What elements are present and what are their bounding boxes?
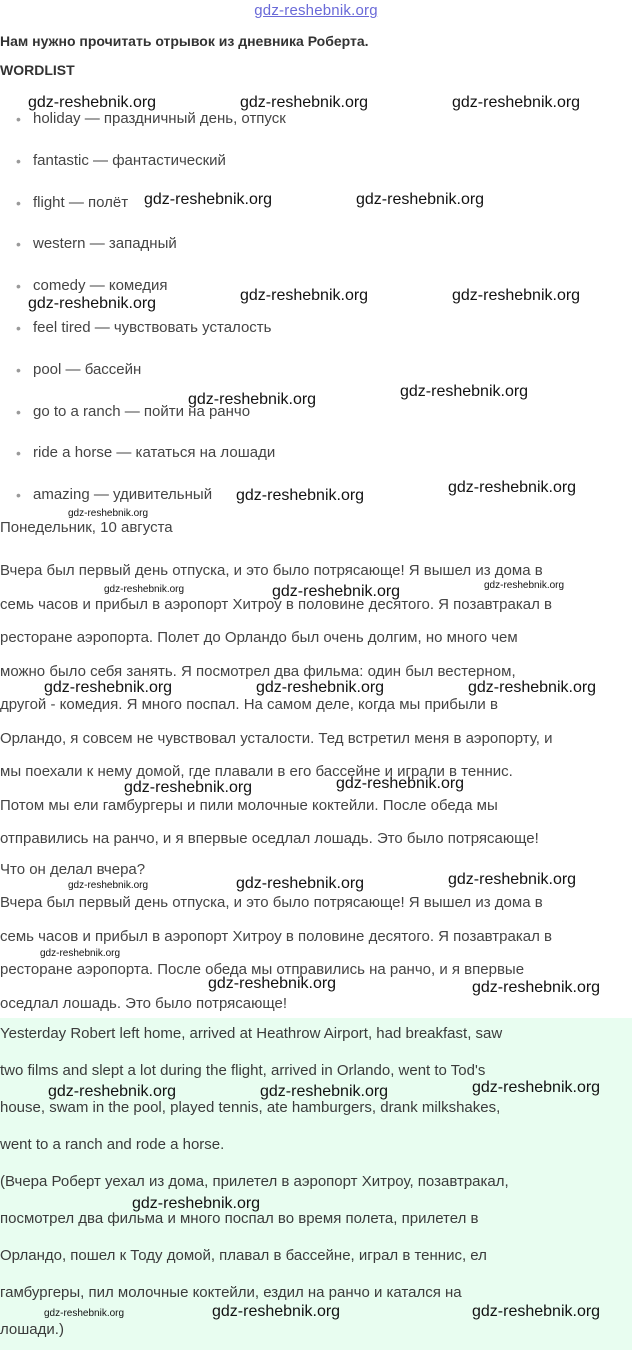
watermark: gdz-reshebnik.org bbox=[208, 975, 337, 992]
bullet-icon: • bbox=[16, 403, 21, 420]
watermark: gdz-reshebnik.org bbox=[452, 287, 581, 304]
watermark: gdz-reshebnik.org bbox=[272, 583, 401, 600]
watermark: gdz-reshebnik.org bbox=[484, 580, 565, 591]
wordlist-item-text: holiday — праздничный день, отпуск bbox=[33, 110, 286, 127]
excerpt-line: ресторане аэропорта. После обеда мы отправились на ранчо, и я впервые bbox=[0, 961, 525, 978]
answer-line: house, swam in the pool, played tennis, ate hamburgers, drank milkshakes, bbox=[0, 1099, 501, 1116]
watermark: gdz-reshebnik.org bbox=[240, 94, 369, 111]
answer-line: лошади.) bbox=[0, 1321, 64, 1338]
watermark: gdz-reshebnik.org bbox=[28, 94, 157, 111]
answer-line: two films and slept a lot during the flight, arrived in Orlando, went to Tod's bbox=[0, 1062, 486, 1079]
wordlist-item bbox=[0, 151, 632, 193]
diary-line: мы поехали к нему домой, где плавали в его бассейне и играли в теннис. bbox=[0, 763, 513, 780]
wordlist-item-text: go to a ranch — пойти на ранчо bbox=[33, 402, 251, 420]
watermark: gdz-reshebnik.org bbox=[40, 948, 121, 959]
wordlist-item bbox=[0, 234, 632, 276]
diary-line: можно было себя занять. Я посмотрел два фильма: один был вестерном, bbox=[0, 662, 516, 680]
wordlist-item-text: ride a horse — кататься на лошади bbox=[33, 444, 276, 462]
watermark: gdz-reshebnik.org bbox=[472, 1303, 601, 1320]
bullet-icon: • bbox=[16, 278, 21, 295]
answer-line: went to a ranch and rode a horse. bbox=[0, 1136, 225, 1153]
bullet-icon: • bbox=[16, 361, 21, 378]
watermark: gdz-reshebnik.org bbox=[472, 1079, 601, 1096]
excerpt-text bbox=[0, 893, 632, 1027]
answer-line: Орландо, пошел к Тоду домой, плавал в бассейне, играл в теннис, ел bbox=[0, 1247, 487, 1264]
wordlist-item-text: comedy — комедия bbox=[33, 277, 168, 295]
answer-line: гамбургеры, пил молочные коктейли, ездил на ранчо и катался на bbox=[0, 1284, 462, 1301]
wordlist-item bbox=[0, 109, 632, 151]
watermark: gdz-reshebnik.org bbox=[336, 775, 465, 792]
watermark: gdz-reshebnik.org bbox=[48, 1083, 177, 1100]
site-title-link[interactable]: gdz-reshebnik.org bbox=[254, 2, 378, 19]
bullet-icon: • bbox=[16, 236, 21, 253]
watermark: gdz-reshebnik.org bbox=[104, 584, 185, 595]
wordlist-item-text: pool — бассейн bbox=[33, 360, 142, 378]
watermark: gdz-reshebnik.org bbox=[44, 1308, 125, 1319]
watermark: gdz-reshebnik.org bbox=[212, 1303, 341, 1320]
watermark: gdz-reshebnik.org bbox=[468, 679, 597, 696]
wordlist-item-text: flight — полёт bbox=[33, 193, 129, 211]
watermark: gdz-reshebnik.org bbox=[68, 508, 149, 519]
watermark: gdz-reshebnik.org bbox=[144, 191, 273, 208]
excerpt-line: Вчера был первый день отпуска, и это было потрясающе! Я вышел из дома в bbox=[0, 894, 543, 911]
wordlist-item bbox=[0, 318, 632, 360]
watermark: gdz-reshebnik.org bbox=[236, 875, 365, 892]
answer-line: (Вчера Роберт уехал из дома, прилетел в аэропорт Хитроу, позавтракал, bbox=[0, 1173, 509, 1190]
question-text: Что он делал вчера? bbox=[0, 861, 146, 878]
wordlist-item-text: amazing — удивительный bbox=[33, 486, 213, 504]
watermark: gdz-reshebnik.org bbox=[28, 295, 157, 312]
answer-line: посмотрел два фильма и много поспал во время полета, прилетел в bbox=[0, 1210, 479, 1227]
intro-text: Нам нужно прочитать отрывок из дневника Роберта. bbox=[0, 33, 369, 49]
watermark: gdz-reshebnik.org bbox=[400, 383, 529, 400]
wordlist-item-text: feel tired — чувствовать усталость bbox=[33, 318, 272, 336]
wordlist-item bbox=[0, 193, 632, 235]
watermark: gdz-reshebnik.org bbox=[472, 979, 601, 996]
watermark: gdz-reshebnik.org bbox=[44, 679, 173, 696]
bullet-icon: • bbox=[16, 445, 21, 462]
diary-line: семь часов и прибыл в аэропорт Хитроу в половине десятого. Я позавтракал в bbox=[0, 595, 552, 613]
diary-date: Понедельник, 10 августа bbox=[0, 519, 173, 536]
wordlist bbox=[0, 109, 632, 527]
watermark: gdz-reshebnik.org bbox=[448, 479, 577, 496]
wordlist-title: WORDLIST bbox=[0, 62, 75, 78]
bullet-icon: • bbox=[16, 194, 21, 211]
bullet-icon: • bbox=[16, 111, 21, 127]
diary-line: отправились на ранчо, и я впервые оседлал лошадь. Это было потрясающе! bbox=[0, 830, 539, 847]
watermark: gdz-reshebnik.org bbox=[236, 487, 365, 504]
watermark: gdz-reshebnik.org bbox=[240, 287, 369, 304]
watermark: gdz-reshebnik.org bbox=[188, 391, 317, 408]
diary-line: Потом мы ели гамбургеры и пили молочные коктейли. После обеда мы bbox=[0, 796, 498, 814]
bullet-icon: • bbox=[16, 319, 21, 336]
diary-line: Вчера был первый день отпуска, и это было потрясающе! Я вышел из дома в bbox=[0, 562, 543, 579]
answer-line: Yesterday Robert left home, arrived at Heathrow Airport, had breakfast, saw bbox=[0, 1025, 503, 1042]
excerpt-line: семь часов и прибыл в аэропорт Хитроу в половине десятого. Я позавтракал в bbox=[0, 927, 552, 945]
watermark: gdz-reshebnik.org bbox=[124, 779, 253, 796]
excerpt-line: оседлал лошадь. Это было потрясающе! bbox=[0, 994, 288, 1012]
bullet-icon: • bbox=[16, 487, 21, 504]
watermark: gdz-reshebnik.org bbox=[132, 1195, 261, 1212]
wordlist-item-text: fantastic — фантастический bbox=[33, 151, 226, 169]
diary-text bbox=[0, 561, 632, 863]
diary-line: другой - комедия. Я много поспал. На самом деле, когда мы прибыли в bbox=[0, 696, 498, 713]
watermark: gdz-reshebnik.org bbox=[452, 94, 581, 111]
watermark: gdz-reshebnik.org bbox=[68, 880, 149, 891]
bullet-icon: • bbox=[16, 152, 21, 169]
watermark: gdz-reshebnik.org bbox=[448, 871, 577, 888]
diary-line: ресторане аэропорта. Полет до Орландо был очень долгим, но много чем bbox=[0, 629, 518, 646]
watermark: gdz-reshebnik.org bbox=[256, 679, 385, 696]
watermark: gdz-reshebnik.org bbox=[260, 1083, 389, 1100]
watermark: gdz-reshebnik.org bbox=[356, 191, 485, 208]
wordlist-item-text: western — западный bbox=[33, 235, 177, 253]
diary-line: Орландо, я совсем не чувствовал усталости. Тед встретил меня в аэропорту, и bbox=[0, 729, 553, 747]
